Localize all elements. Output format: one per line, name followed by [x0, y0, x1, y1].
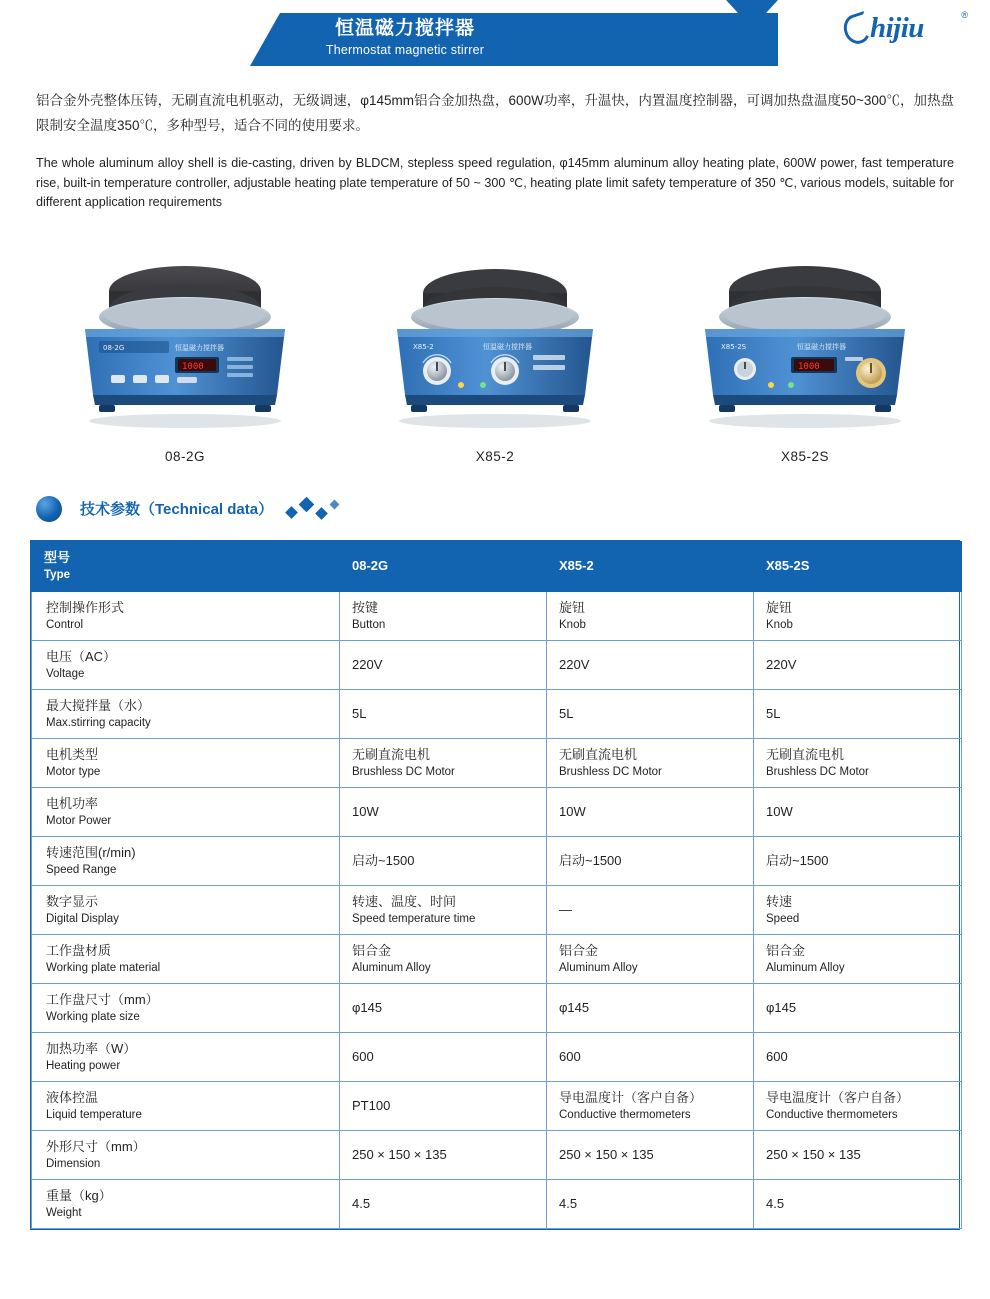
- page-title-cn: 恒温磁力搅拌器: [334, 18, 475, 39]
- row-label: 外形尺寸（mm） Dimension: [32, 1130, 340, 1179]
- table-cell: φ145: [547, 983, 754, 1032]
- table-cell: 600: [547, 1032, 754, 1081]
- table-row: [32, 1081, 962, 1130]
- table-cell: 220V: [754, 640, 962, 689]
- table-cell: 无刷直流电机 Brushless DC Motor: [547, 738, 754, 787]
- row-label: 数字显示 Digital Display: [32, 885, 340, 934]
- stirrer-illustration: [55, 245, 315, 435]
- intro-section: [0, 66, 990, 213]
- table-cell: 250 × 150 × 135: [340, 1130, 547, 1179]
- table-cell: 旋钮 Knob: [547, 591, 754, 640]
- row-label: 控制操作形式 Control: [32, 591, 340, 640]
- stirrer-illustration: [675, 245, 935, 435]
- table-cell: 600: [340, 1032, 547, 1081]
- table-cell: —: [547, 885, 754, 934]
- product-label: 08-2G: [164, 448, 206, 464]
- table-row: [32, 836, 962, 885]
- table-cell: 无刷直流电机 Brushless DC Motor: [754, 738, 962, 787]
- table-cell: 铝合金 Aluminum Alloy: [547, 934, 754, 983]
- table-body: [32, 591, 962, 1228]
- spec-table-wrapper: [30, 540, 960, 1230]
- technical-data-heading: [0, 492, 990, 526]
- intro-paragraph-en: The whole aluminum alloy shell is die-casting, driven by BLDCM, stepless speed regulation, φ145mm aluminum alloy heating plate, 600W power, fast temperature rise, built-in temperature controller, adjustable heating plate temperature of 50 ~ 300 ℃, heating plate limit safety temperature of 350 ℃, various models, suitable for different application requirements: [36, 156, 954, 209]
- product-item: [660, 243, 950, 464]
- table-cell: 4.5: [340, 1179, 547, 1228]
- table-row: [32, 934, 962, 983]
- table-row: [32, 1032, 962, 1081]
- table-row: [32, 738, 962, 787]
- table-cell: 导电温度计（客户自备） Conductive thermometers: [547, 1081, 754, 1130]
- logo-blue-wedge-icon: [726, 0, 778, 28]
- intro-paragraph-cn: 铝合金外壳整体压铸，无刷直流电机驱动，无级调速，φ145mm铝合金加热盘，600W功率，升温快，内置温度控制器，可调加热盘温度50~300℃，加热盘限制安全温度350℃，多种型号，适合不同的使用要求。: [36, 93, 954, 133]
- table-cell: 600: [754, 1032, 962, 1081]
- product-label: X85-2S: [780, 448, 830, 464]
- registered-trademark-icon: ®: [961, 10, 968, 20]
- header-cell-cn: X85-2S: [766, 558, 810, 573]
- table-cell: 启动~1500: [547, 836, 754, 885]
- svg-text:08-2G: 08-2G: [103, 343, 125, 352]
- header-cell-cn: 08-2G: [352, 558, 389, 573]
- product-gallery: [0, 243, 990, 464]
- row-label: 电压（AC） Voltage: [32, 640, 340, 689]
- decorative-squares-icon: [287, 496, 345, 522]
- table-cell: 4.5: [547, 1179, 754, 1228]
- table-cell: φ145: [340, 983, 547, 1032]
- header-cell-en: Type: [44, 569, 70, 581]
- table-row: [32, 689, 962, 738]
- product-image-x85-2s: [660, 243, 950, 443]
- table-cell: 启动~1500: [340, 836, 547, 885]
- row-label: 最大搅拌量（水） Max.stirring capacity: [32, 689, 340, 738]
- logo-swirl-icon: [840, 11, 874, 48]
- product-image-x85-2: [350, 243, 640, 443]
- svg-text:恒温磁力搅拌器: 恒温磁力搅拌器: [175, 343, 224, 352]
- section-title-label: 技术参数（Technical data）: [80, 501, 274, 518]
- svg-text:恒温磁力搅拌器: 恒温磁力搅拌器: [797, 342, 846, 351]
- table-cell: 10W: [754, 787, 962, 836]
- table-cell: 启动~1500: [754, 836, 962, 885]
- table-header-cell: [547, 541, 754, 591]
- table-cell: 转速、温度、时间 Speed temperature time: [340, 885, 547, 934]
- table-row: [32, 787, 962, 836]
- table-header-cell: [340, 541, 547, 591]
- row-label: 加热功率（W） Heating power: [32, 1032, 340, 1081]
- table-header-row: [32, 541, 962, 591]
- svg-text:X85-2: X85-2: [413, 342, 434, 351]
- table-row: [32, 1179, 962, 1228]
- row-label: 电机类型 Motor type: [32, 738, 340, 787]
- brand-logo: [778, 0, 990, 66]
- table-cell: 旋钮 Knob: [754, 591, 962, 640]
- page-title-en: Thermostat magnetic stirrer: [325, 43, 485, 57]
- header-cell-cn: 型号: [44, 550, 71, 565]
- table-header-cell: [754, 541, 962, 591]
- table-row: [32, 640, 962, 689]
- row-label: 工作盘材质 Working plate material: [32, 934, 340, 983]
- table-row: [32, 591, 962, 640]
- table-cell: 5L: [547, 689, 754, 738]
- row-label: 转速范围(r/min) Speed Range: [32, 836, 340, 885]
- logo-inner: [842, 8, 972, 56]
- product-item: [40, 243, 330, 464]
- table-cell: 5L: [754, 689, 962, 738]
- table-cell: PT100: [340, 1081, 547, 1130]
- table-cell: 10W: [340, 787, 547, 836]
- svg-text:恒温磁力搅拌器: 恒温磁力搅拌器: [483, 342, 532, 351]
- row-label: 重量（kg） Weight: [32, 1179, 340, 1228]
- table-cell: 220V: [547, 640, 754, 689]
- table-cell: 转速 Speed: [754, 885, 962, 934]
- stirrer-illustration: [365, 245, 625, 435]
- product-item: [350, 243, 640, 464]
- product-label: X85-2: [475, 448, 515, 464]
- row-label: 工作盘尺寸（mm） Working plate size: [32, 983, 340, 1032]
- table-cell: 4.5: [754, 1179, 962, 1228]
- table-header-cell: [32, 541, 340, 591]
- page-header: [0, 0, 990, 66]
- blue-sphere-icon: [36, 496, 62, 522]
- header-title-block: [0, 13, 810, 66]
- svg-text:X85-2S: X85-2S: [721, 342, 747, 351]
- table-cell: 10W: [547, 787, 754, 836]
- table-row: [32, 983, 962, 1032]
- logo-wordmark: hijiu: [870, 12, 924, 44]
- product-image-08-2g: [40, 243, 330, 443]
- header-cell-cn: X85-2: [559, 558, 594, 573]
- row-label: 电机功率 Motor Power: [32, 787, 340, 836]
- table-cell: 250 × 150 × 135: [754, 1130, 962, 1179]
- table-cell: 250 × 150 × 135: [547, 1130, 754, 1179]
- table-cell: φ145: [754, 983, 962, 1032]
- table-cell: 无刷直流电机 Brushless DC Motor: [340, 738, 547, 787]
- table-cell: 按键 Button: [340, 591, 547, 640]
- technical-data-table: [31, 541, 962, 1229]
- svg-text:1000: 1000: [798, 361, 820, 372]
- table-cell: 铝合金 Aluminum Alloy: [340, 934, 547, 983]
- table-row: [32, 885, 962, 934]
- table-cell: 220V: [340, 640, 547, 689]
- table-cell: 5L: [340, 689, 547, 738]
- table-cell: 铝合金 Aluminum Alloy: [754, 934, 962, 983]
- row-label: 液体控温 Liquid temperature: [32, 1081, 340, 1130]
- table-cell: 导电温度计（客户自备） Conductive thermometers: [754, 1081, 962, 1130]
- table-row: [32, 1130, 962, 1179]
- svg-text:1000: 1000: [182, 361, 204, 372]
